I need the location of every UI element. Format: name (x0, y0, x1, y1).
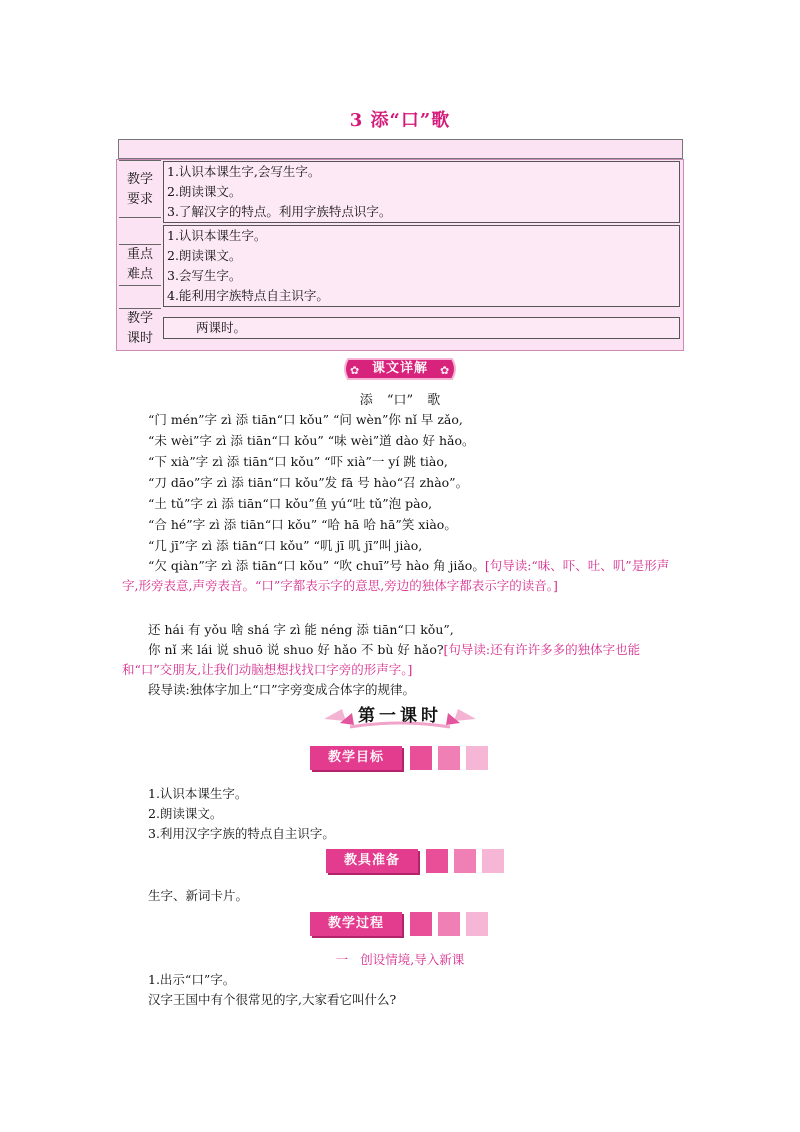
process-sub-heading: 一 创设情境,导入新课 (335, 952, 465, 967)
label-periods (119, 309, 161, 349)
requirement-item: 3.了解汉字的特点。利用字族特点识字。 (167, 204, 392, 219)
sentence-note: [句导读:还有许许多多的独体字也能和“口”交朋友,让我们动脑想想找找口字旁的形声字。] (122, 642, 641, 677)
decor-square (466, 912, 488, 936)
banner-label: 课文详解 (371, 361, 428, 376)
lesson-heading-text: 第一课时 (358, 706, 442, 726)
section-prep-head (326, 849, 506, 875)
label-line: 教学 (126, 311, 153, 326)
svg-text:✿: ✿ (440, 364, 450, 377)
decor-square (482, 849, 504, 873)
poem-line: “下 xià”字 zì 添 tiān“口 kǒu” “吓 xià”一 yí 跳 tiào, (148, 454, 448, 469)
decor-square (466, 746, 488, 770)
requirement-item: 2.朗读课文。 (167, 184, 242, 199)
poem-line: 你 nǐ 来 lái 说 shuō 说 shuo 好 hǎo 不 bù 好 hǎo? (148, 642, 444, 657)
label-line: 课时 (126, 331, 153, 346)
poem-line: “欠 qiàn”字 zì 添 tiān“口 kǒu” “吹 chuī”号 hào 角 jiǎo。 (148, 558, 485, 573)
label-keypoints (119, 245, 161, 285)
label-line: 要求 (126, 192, 153, 207)
table-header-strip (118, 139, 683, 159)
section-process-head (310, 912, 490, 938)
poem-line: “几 jī”字 zì 添 tiān“口 kǒu” “叽 jī 叽 jī”叫 jiào, (148, 538, 423, 553)
svg-text:✿: ✿ (350, 364, 360, 377)
requirement-item: 1.认识本课生字,会写生字。 (167, 164, 321, 179)
poem-line: “土 tǔ”字 zì 添 tiān“口 kǒu”鱼 yú“吐 tǔ”泡 pào, (148, 496, 433, 511)
prep-text: 生字、新词卡片。 (148, 888, 249, 903)
page-title: 3 添“口”歌 (349, 110, 451, 131)
requirements-box (163, 161, 680, 223)
goal-item: 1.认识本课生字。 (148, 786, 248, 801)
keypoint-item: 3.会写生字。 (167, 268, 242, 283)
text-explain-banner (340, 357, 460, 381)
poem-line: “刀 dāo”字 zì 添 tiān“口 kǒu”发 fā 号 hào“召 zhào”。 (148, 475, 469, 490)
paragraph-note: 段导读:独体字加上“口”字旁变成合体字的规律。 (148, 682, 415, 697)
decor-square (410, 912, 432, 936)
label-requirements (119, 170, 161, 210)
label-line: 教学 (126, 172, 153, 187)
keypoints-box (163, 225, 680, 307)
decor-square (454, 849, 476, 873)
lesson-heading (320, 697, 480, 731)
decor-square (438, 912, 460, 936)
poem-line: 还 hái 有 yǒu 啥 shá 字 zì 能 néng 添 tiān“口 kǒu”, (148, 622, 454, 637)
process-step: 1.出示“口”字。 (148, 972, 236, 987)
section-process-label: 教学过程 (310, 912, 402, 936)
poem-line-with-note (122, 556, 682, 596)
goal-item: 2.朗读课文。 (148, 806, 223, 821)
goal-item: 3.利用汉字字族的特点自主识字。 (148, 826, 335, 841)
keypoint-item: 4.能利用字族特点自主识字。 (167, 288, 329, 303)
periods-box (163, 317, 680, 339)
keypoint-item: 2.朗读课文。 (167, 248, 242, 263)
poem-line: “未 wèi”字 zì 添 tiān“口 kǒu” “味 wèi”道 dào 好 hǎo。 (148, 433, 475, 448)
decor-square (426, 849, 448, 873)
decor-square (438, 746, 460, 770)
periods-item: 两课时。 (196, 320, 247, 335)
info-table (116, 159, 684, 351)
poem-line-with-note (122, 640, 682, 680)
label-line: 难点 (126, 267, 153, 282)
decor-square (410, 746, 432, 770)
keypoint-item: 1.认识本课生字。 (167, 228, 267, 243)
sentence-note: [句导读:“味、吓、吐、叽”是形声字,形旁表意,声旁表音。“口”字都表示字的意思,旁边的独体字都表示字的读音。] (122, 558, 670, 593)
poem-line: “门 mén”字 zì 添 tiān“口 kǒu” “问 wèn”你 nǐ 早 zǎo, (148, 412, 463, 427)
process-step-text: 汉字王国中有个很常见的字,大家看它叫什么? (148, 992, 397, 1007)
poem-title: 添 “口” 歌 (359, 393, 441, 408)
poem-line: “合 hé”字 zì 添 tiān“口 kǒu” “哈 hā 哈 hā”笑 xiào。 (148, 517, 457, 532)
section-goals-label: 教学目标 (310, 746, 402, 770)
section-prep-label: 教具准备 (326, 849, 418, 873)
section-goals-head (310, 746, 490, 772)
label-line: 重点 (126, 247, 153, 262)
